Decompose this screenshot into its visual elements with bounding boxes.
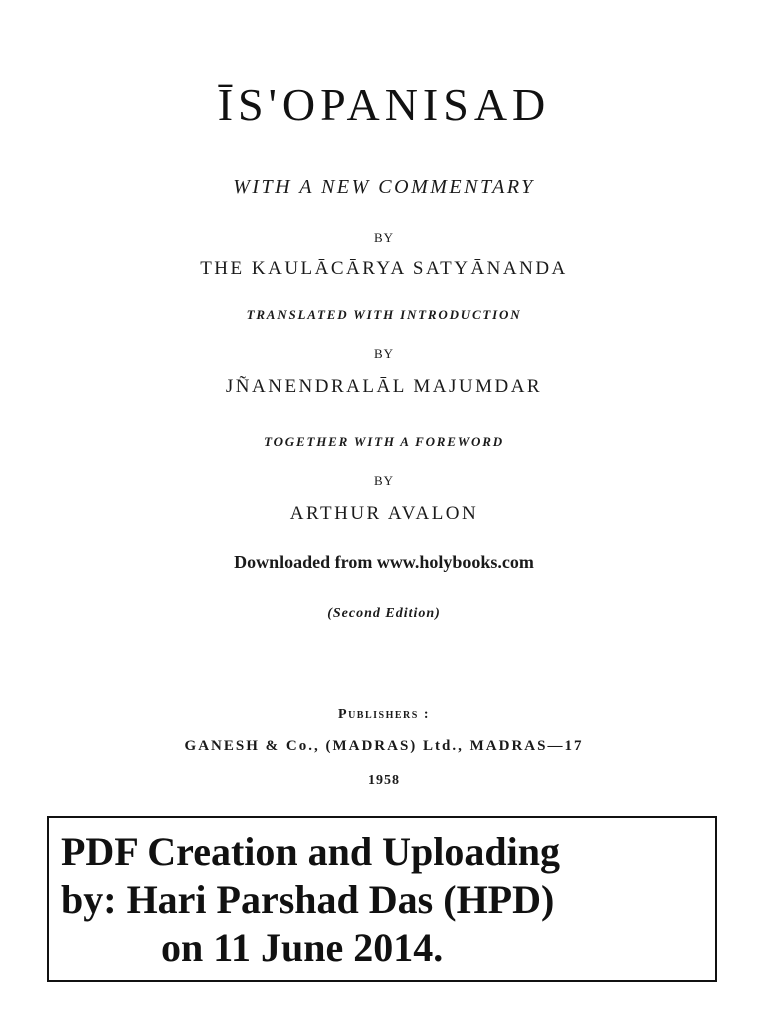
translated-line: TRANSLATED WITH INTRODUCTION <box>246 307 522 322</box>
translator-name: JÑANENDRALĀL MAJUMDAR <box>225 376 543 397</box>
commentator-name: THE KAULĀCĀRYA SATYĀNANDA <box>200 258 568 279</box>
credit-box <box>47 816 717 982</box>
credit-line-3: on 11 June 2014. <box>161 925 444 970</box>
credit-line-2: by: Hari Parshad Das (HPD) <box>61 877 555 922</box>
edition-label: (Second Edition) <box>327 606 441 621</box>
credit-line-1: PDF Creation and Uploading <box>61 829 560 874</box>
publication-year: 1958 <box>368 773 400 788</box>
publisher-name: GANESH & Co., (MADRAS) Ltd., MADRAS—17 <box>184 738 584 754</box>
download-source: Downloaded from www.holybooks.com <box>234 552 534 572</box>
by-label: BY <box>373 346 395 361</box>
publishers-label: Publishers : <box>338 707 430 722</box>
foreword-line: TOGETHER WITH A FOREWORD <box>264 434 504 449</box>
book-subtitle: WITH A NEW COMMENTARY <box>233 176 535 198</box>
foreword-author-name: ARTHUR AVALON <box>289 503 479 524</box>
by-label: BY <box>373 230 395 245</box>
by-label: BY <box>373 473 395 488</box>
book-title: ĪS'OPANISAD <box>217 79 551 130</box>
